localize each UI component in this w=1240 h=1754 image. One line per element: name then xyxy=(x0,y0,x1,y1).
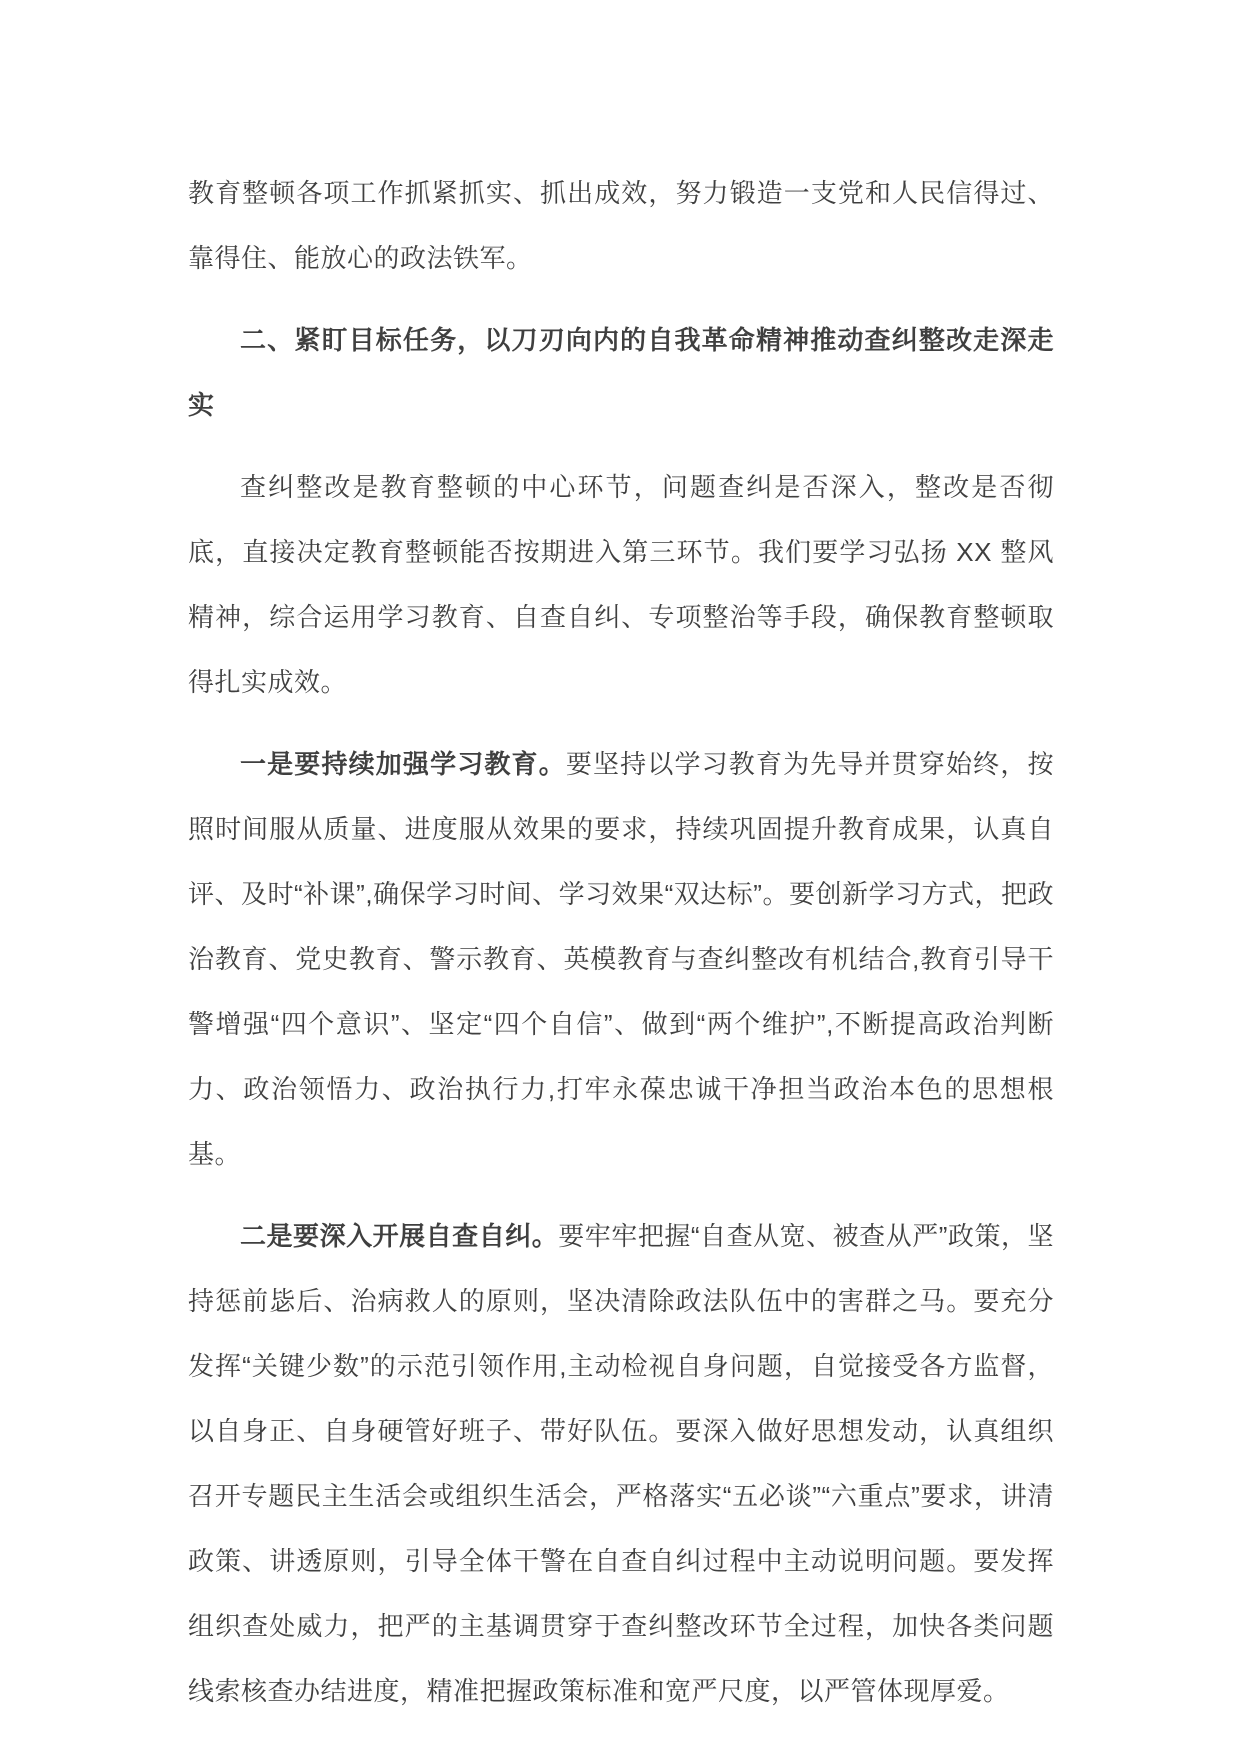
paragraph-text: 二、紧盯目标任务，以刀刃向内的自我革命精神推动查纠整改走深走实 xyxy=(188,325,1054,420)
paragraph-lead: 一是要持续加强学习教育。 xyxy=(240,749,566,779)
body-paragraph xyxy=(188,732,1054,1187)
section-heading xyxy=(188,308,1054,438)
paragraph-text: 要牢牢把握“自查从宽、被查从严”政策，坚持惩前毖后、治病救人的原则，坚决清除政法队伍中的害群之马。要充分发挥“关键少数”的示范引领作用,主动检视自身问题，自觉接受各方监督，以自身正、自身硬管好班子、带好队伍。要深入做好思想发动，认真组织召开专题民主生活会或组织生活会，严格落实“五必谈”“六重点”要求，讲清政策、讲透原则，引导全体干警在自查自纠过程中主动说明问题。要发挥组织查处威力，把严的主基调贯穿于查纠整改环节全过程，加快各类问题线索核查办结进度，精准把握政策标准和宽严尺度，以严管体现厚爱。 xyxy=(188,1221,1054,1706)
body-paragraph xyxy=(188,1204,1054,1724)
paragraph-text: 教育整顿各项工作抓紧抓实、抓出成效，努力锻造一支党和人民信得过、靠得住、能放心的政法铁军。 xyxy=(188,178,1054,273)
paragraph-lead: 二是要深入开展自查自纠。 xyxy=(240,1221,559,1251)
paragraph-text: 要坚持以学习教育为先导并贯穿始终，按照时间服从质量、进度服从效果的要求，持续巩固提升教育成果，认真自评、及时“补课”,确保学习时间、学习效果“双达标”。要创新学习方式，把政治教育、党史教育、警示教育、英模教育与查纠整改有机结合,教育引导干警增强“四个意识”、坚定“四个自信”、做到“两个维护”,不断提高政治判断力、政治领悟力、政治执行力,打牢永葆忠诚干净担当政治本色的思想根基。 xyxy=(188,749,1054,1169)
body-paragraph xyxy=(188,161,1054,291)
paragraph-text: 查纠整改是教育整顿的中心环节，问题查纠是否深入，整改是否彻底，直接决定教育整顿能否按期进入第三环节。我们要学习弘扬 XX 整风精神，综合运用学习教育、自查自纠、专项整治等手段，确保教育整顿取得扎实成效。 xyxy=(188,472,1054,697)
body-paragraph xyxy=(188,455,1054,715)
